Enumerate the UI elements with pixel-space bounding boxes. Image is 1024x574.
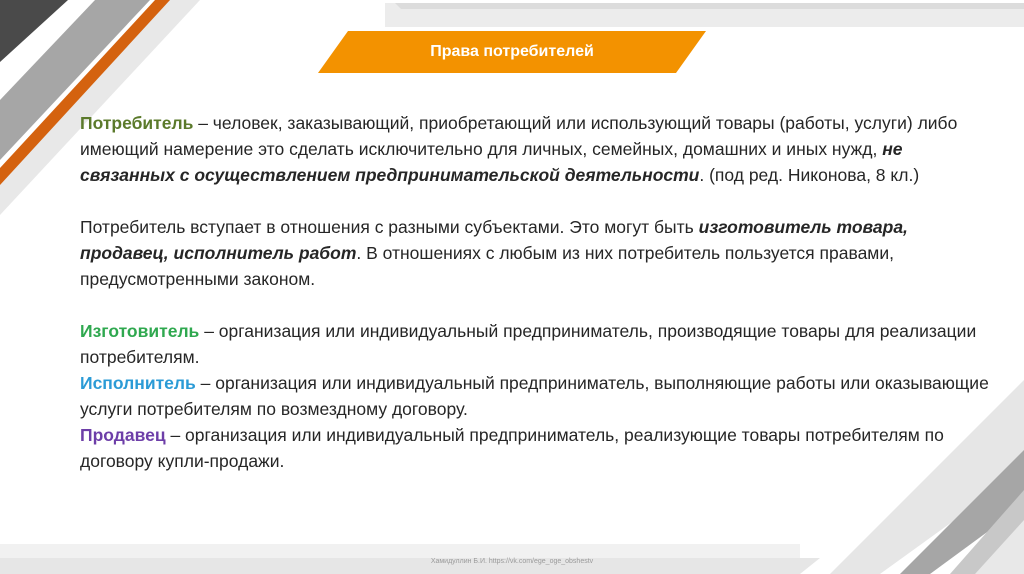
slide-body xyxy=(80,110,1000,474)
definition-manufacturer: Изготовитель – организация или индивидуальный предприниматель, производящие товары для реализации потребителям. xyxy=(80,321,977,367)
definition-consumer: Потребитель – человек, заказывающий, приобретающий или использующий товары (работы, услуги) либо имеющий намерение это сделать исключительно для личных, семейных, домашних и иных нужд, не связанных с осуществлением предпринимательской деятельности. (под ред. Никонова, 8 кл.) xyxy=(80,113,958,185)
term-consumer: Потребитель xyxy=(80,113,194,133)
term-seller: Продавец xyxy=(80,425,166,445)
definition-seller: Продавец – организация или индивидуальный предприниматель, реализующие товары потребителям по договору купли-продажи. xyxy=(80,425,944,471)
page-title: Права потребителей xyxy=(430,43,594,60)
term-contractor: Исполнитель xyxy=(80,373,196,393)
paragraph-relations: Потребитель вступает в отношения с разными субъектами. Это могут быть изготовитель товара, продавец, исполнитель работ. В отношениях с любым из них потребитель пользуется правами, предусмотренными законом. xyxy=(80,217,908,289)
footer-credit: Хамидуллин Б.И. https://vk.com/ege_oge_obshestv xyxy=(430,558,594,565)
term-manufacturer: Изготовитель xyxy=(80,321,200,341)
definition-contractor: Исполнитель – организация или индивидуальный предприниматель, выполняющие работы или оказывающие услуги потребителям по возмездному договору. xyxy=(80,373,989,419)
